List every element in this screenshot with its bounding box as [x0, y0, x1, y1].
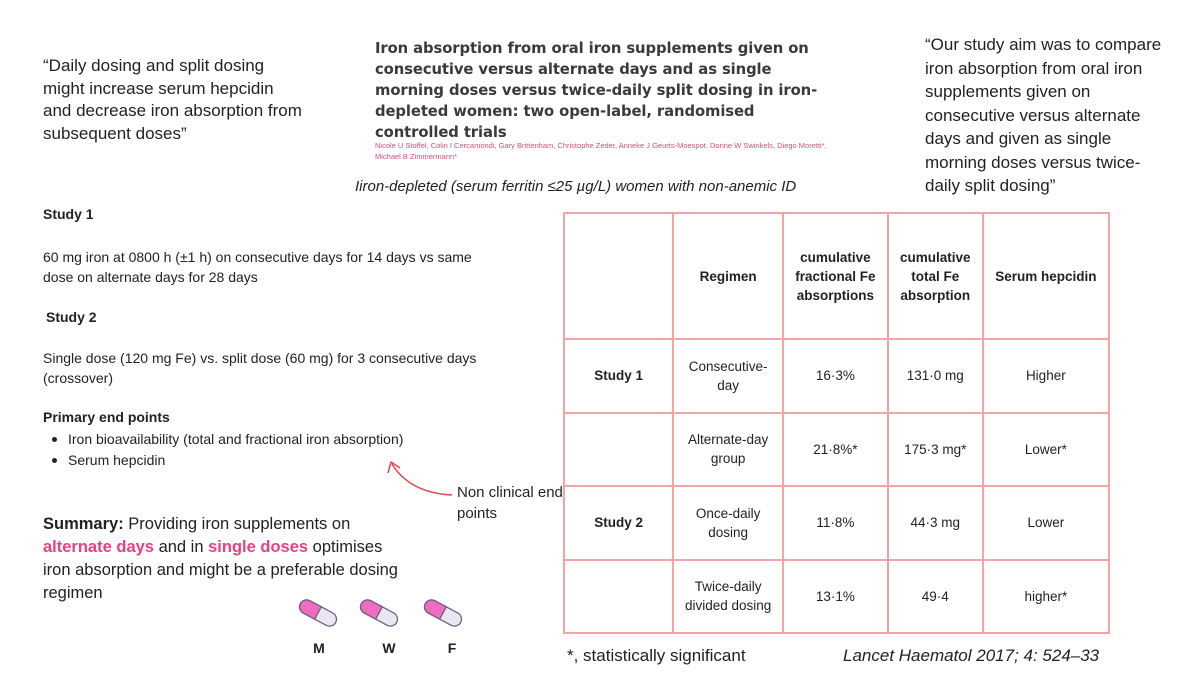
study1-heading: Study 1: [43, 206, 94, 222]
quote-left: “Daily dosing and split dosing might increase serum hepcidin and decrease iron absorption from subsequent doses”: [43, 56, 302, 143]
significance-footnote: *, statistically significant: [567, 646, 746, 665]
fractional-cell: 11·8%: [783, 486, 888, 560]
hepcidin-cell: higher*: [983, 560, 1109, 634]
regimen-cell: Alternate-day group: [673, 413, 783, 487]
pill-icon: [419, 598, 467, 628]
table-row: [564, 486, 1109, 560]
header-cell: Regimen: [673, 213, 783, 339]
total-cell: 44·3 mg: [888, 486, 983, 560]
header-cell: cumulative total Fe absorption: [888, 213, 983, 339]
study-cell: [564, 413, 673, 487]
header-cell: cumulative fractional Fe absorptions: [783, 213, 888, 339]
journal-citation: Lancet Haematol 2017; 4: 524–33: [843, 646, 1100, 665]
study-cell: Study 2: [564, 486, 673, 560]
fractional-cell: 16·3%: [783, 339, 888, 413]
total-cell: 175·3 mg*: [888, 413, 983, 487]
header-cell: [564, 213, 673, 339]
pill-label-wednesday: W: [382, 640, 396, 656]
quote-right: “Our study aim was to compare iron absorption from oral iron supplements given on consecutive versus alternate days and given as single morning doses versus twice-daily split dosing”: [925, 35, 1162, 195]
header-cell: Serum hepcidin: [983, 213, 1109, 339]
paper-authors: Nicole U Stoffel, Colin I Cercamondi, Gary Brittenham, Christophe Zeder, Anneke J Geurts-Moespot, Dorine W Swinkels, Diego Moretti*, Michael B Zimmermann*: [375, 141, 827, 161]
endpoint-item: Serum hepcidin: [50, 450, 403, 471]
table-header-row: [564, 213, 1109, 339]
study2-heading: Study 2: [46, 309, 97, 325]
endpoints-heading: Primary end points: [43, 409, 170, 425]
summary-label: Summary:: [43, 515, 124, 533]
results-table: [563, 212, 1110, 634]
endpoints-list: [50, 429, 403, 471]
fractional-cell: 21·8%*: [783, 413, 888, 487]
pill-label-monday: M: [313, 640, 325, 656]
nonclinical-annotation: Non clinical end points: [457, 484, 563, 522]
total-cell: 49·4: [888, 560, 983, 634]
total-cell: 131·0 mg: [888, 339, 983, 413]
hepcidin-cell: Lower: [983, 486, 1109, 560]
endpoint-item: Iron bioavailability (total and fractional iron absorption): [50, 429, 403, 450]
study-cell: [564, 560, 673, 634]
regimen-cell: Once-daily dosing: [673, 486, 783, 560]
summary: Summary: Providing iron supplements on alternate days and in single doses optimises iron absorption and might be a preferable dosing regimen: [43, 515, 398, 602]
study1-description: 60 mg iron at 0800 h (±1 h) on consecutive days for 14 days vs same dose on alternate days for 28 days: [43, 249, 472, 285]
table-row: [564, 560, 1109, 634]
pill-label-friday: F: [447, 640, 457, 656]
hepcidin-cell: Lower*: [983, 413, 1109, 487]
study-cell: Study 1: [564, 339, 673, 413]
table-row: [564, 413, 1109, 487]
pill-icon: [355, 598, 403, 628]
table-row: [564, 339, 1109, 413]
highlight-alternate-days: alternate days: [43, 538, 154, 556]
hepcidin-cell: Higher: [983, 339, 1109, 413]
highlight-single-doses: single doses: [208, 538, 309, 556]
population-subtitle: Iiron-depleted (serum ferritin ≤25 µg/L) women with non-anemic ID: [355, 178, 797, 195]
study2-description: Single dose (120 mg Fe) vs. split dose (60 mg) for 3 consecutive days (crossover): [43, 350, 477, 386]
regimen-cell: Twice-daily divided dosing: [673, 560, 783, 634]
fractional-cell: 13·1%: [783, 560, 888, 634]
paper-title: Iron absorption from oral iron supplements given on consecutive versus alternate days and as single morning doses versus twice-daily split dosing in iron-depleted women: two open-label, randomised controlled trials: [375, 40, 818, 141]
pill-icon: [294, 598, 342, 628]
regimen-cell: Consecutive-day: [673, 339, 783, 413]
